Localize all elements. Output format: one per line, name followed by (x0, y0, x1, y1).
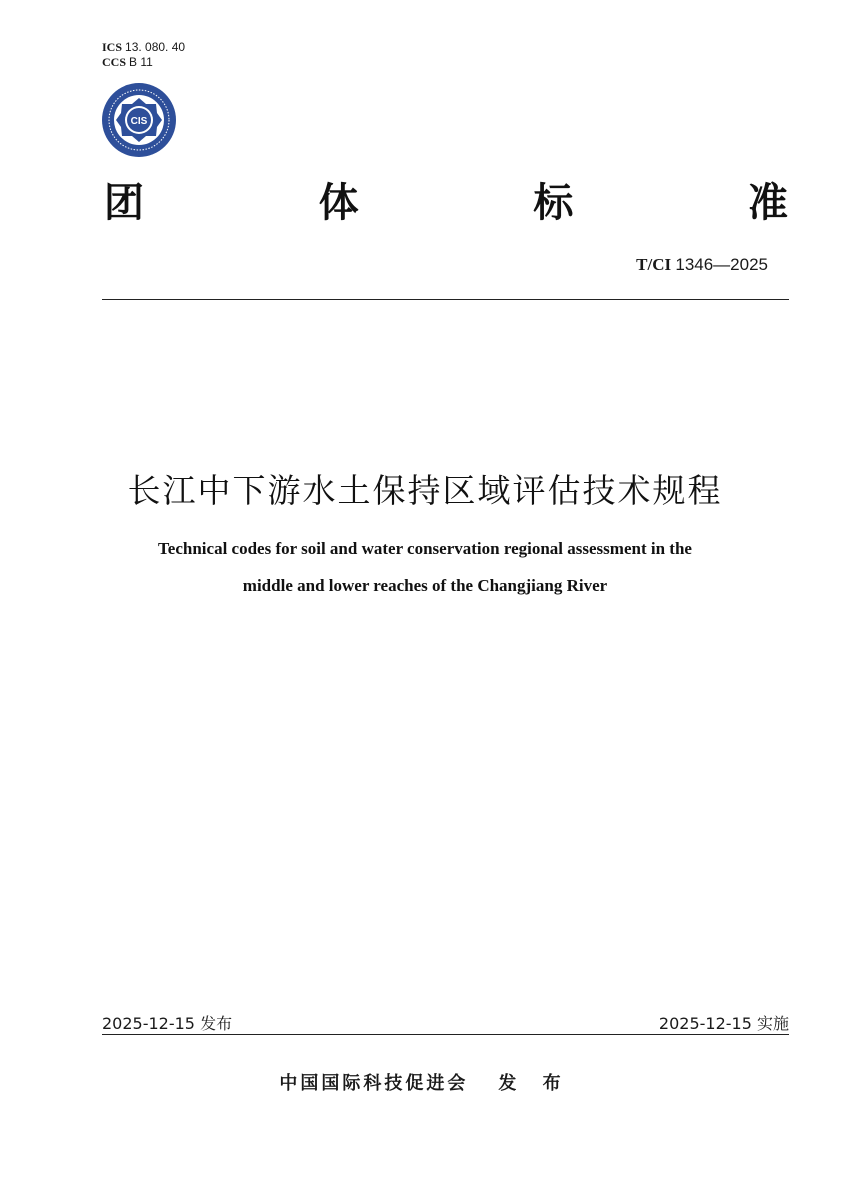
doc-type-char: 体 (318, 179, 359, 226)
doc-type-char: 准 (747, 179, 788, 226)
publisher (0, 1069, 850, 1095)
title-english-line-2: middle and lower reaches of the Changjiang River (242, 576, 608, 595)
ics-code: ICS 13. 080. 40 (102, 40, 186, 54)
doc-type-char: 团 (104, 179, 144, 226)
footer-divider (102, 1034, 789, 1035)
implementation-date: 2025-12-15 实施 (658, 1014, 789, 1033)
association-seal-icon (101, 82, 177, 158)
title-chinese: 长江中下游水土保持区域评估技术规程 (127, 471, 723, 510)
title-english-line-1: Technical codes for soil and water conservation regional assessment in the (158, 539, 692, 558)
ccs-code: CCS B 11 (102, 55, 153, 69)
logo-text: CIS (130, 116, 148, 127)
issue-date: 2025-12-15 发布 (102, 1014, 233, 1033)
header-divider (102, 299, 789, 300)
publisher-name: 中国国际科技促进会 (279, 1073, 469, 1094)
doc-type-char: 标 (533, 179, 574, 226)
document-type-title (104, 174, 788, 224)
publisher-action: 发 布 (498, 1073, 571, 1094)
standard-number: T/CI 1346—2025 (636, 255, 768, 274)
classification-codes (102, 40, 185, 70)
